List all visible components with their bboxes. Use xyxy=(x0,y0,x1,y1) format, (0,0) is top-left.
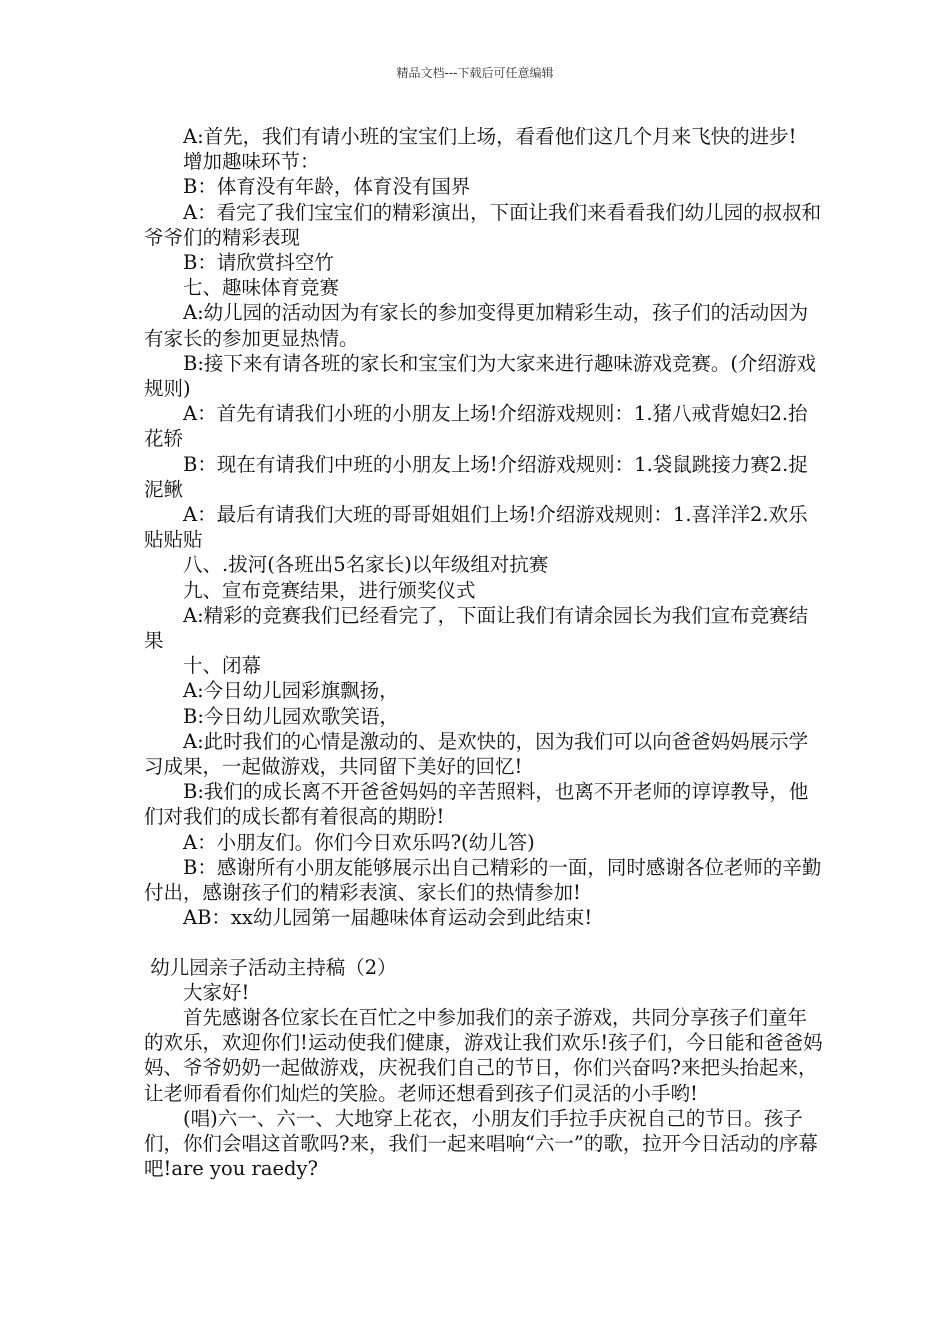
paragraph: B:今日幼儿园欢歌笑语， xyxy=(144,704,399,728)
paragraph: A:此时我们的心情是激动的、是欢快的，因为我们可以向爸爸妈妈展示学习成果，一起做游戏，共同留下美好的回忆! xyxy=(144,729,809,779)
paragraph: A:幼儿园的活动因为有家长的参加变得更加精彩生动，孩子们的活动因为有家长的参加更显热情。 xyxy=(144,301,809,350)
section-title: 幼儿园亲子活动主持稿（2） xyxy=(144,955,397,979)
section-spacer xyxy=(144,931,824,955)
section-heading: 九、宣布竞赛结果，进行颁奖仪式 xyxy=(144,578,476,602)
page-header: 精品文档---下载后可任意编辑 xyxy=(396,66,554,80)
paragraph: 首先感谢各位家长在百忙之中参加我们的亲子游戏，共同分享孩子们童年的欢乐，欢迎你们!运动使我们健康，游戏让我们欢乐!孩子们，今日能和爸爸妈妈、爷爷奶奶一起做游戏，庆祝我们自己的节日，你们兴奋吗?来把头抬起来，让老师看看你们灿烂的笑脸。老师还想看到孩子们灵活的小手哟! xyxy=(144,1005,823,1105)
paragraph: B:接下来有请各班的家长和宝宝们为大家来进行趣味游戏竞赛。(介绍游戏规则) xyxy=(144,351,817,401)
paragraph: 大家好! xyxy=(144,980,250,1004)
paragraph: B:我们的成长离不开爸爸妈妈的辛苦照料，也离不开老师的谆谆教导，他们对我们的成长都有着很高的期盼! xyxy=(144,780,809,829)
document-body xyxy=(144,124,824,1181)
paragraph: (唱)六一、六一、大地穿上花衣，小朋友们手拉手庆祝自己的节日。孩子们，你们会唱这首歌吗?来，我们一起来唱响“六一”的歌，拉开今日活动的序幕吧!are you raedy? xyxy=(144,1106,818,1181)
paragraph: AB：xx幼儿园第一届趣味体育运动会到此结束! xyxy=(144,906,593,930)
paragraph: A:精彩的竞赛我们已经看完了，下面让我们有请余园长为我们宣布竞赛结果 xyxy=(144,603,809,653)
paragraph: A:首先，我们有请小班的宝宝们上场，看看他们这几个月来飞快的进步! xyxy=(144,125,797,148)
paragraph: A：看完了我们宝宝们的精彩演出，下面让我们来看看我们幼儿园的叔叔和爷爷们的精彩表现 xyxy=(144,200,822,249)
section-heading: 十、闭幕 xyxy=(144,654,262,678)
paragraph: A：最后有请我们大班的哥哥姐姐们上场!介绍游戏规则：1.喜洋洋2.欢乐贴贴贴 xyxy=(144,503,808,552)
paragraph: B：请欣赏抖空竹 xyxy=(144,251,334,275)
paragraph: B：感谢所有小朋友能够展示出自己精彩的一面，同时感谢各位老师的辛勤付出，感谢孩子们的精彩表演、家长们的热情参加! xyxy=(144,855,822,905)
paragraph: 增加趣味环节： xyxy=(144,150,320,174)
paragraph: B：体育没有年龄，体育没有国界 xyxy=(144,175,471,199)
paragraph: B：现在有请我们中班的小朋友上场!介绍游戏规则：1.袋鼠跳接力赛2.捉泥鳅 xyxy=(144,452,808,501)
paragraph: A:今日幼儿园彩旗飘扬， xyxy=(144,679,399,703)
paragraph: A：小朋友们。你们今日欢乐吗?(幼儿答) xyxy=(144,830,535,854)
section-heading: 八、.拔河(各班出5名家长)以年级组对抗赛 xyxy=(144,553,549,577)
paragraph: A：首先有请我们小班的小朋友上场!介绍游戏规则：1.猪八戒背媳妇2.抬花轿 xyxy=(144,402,808,451)
section-heading: 七、趣味体育竞赛 xyxy=(144,276,340,300)
